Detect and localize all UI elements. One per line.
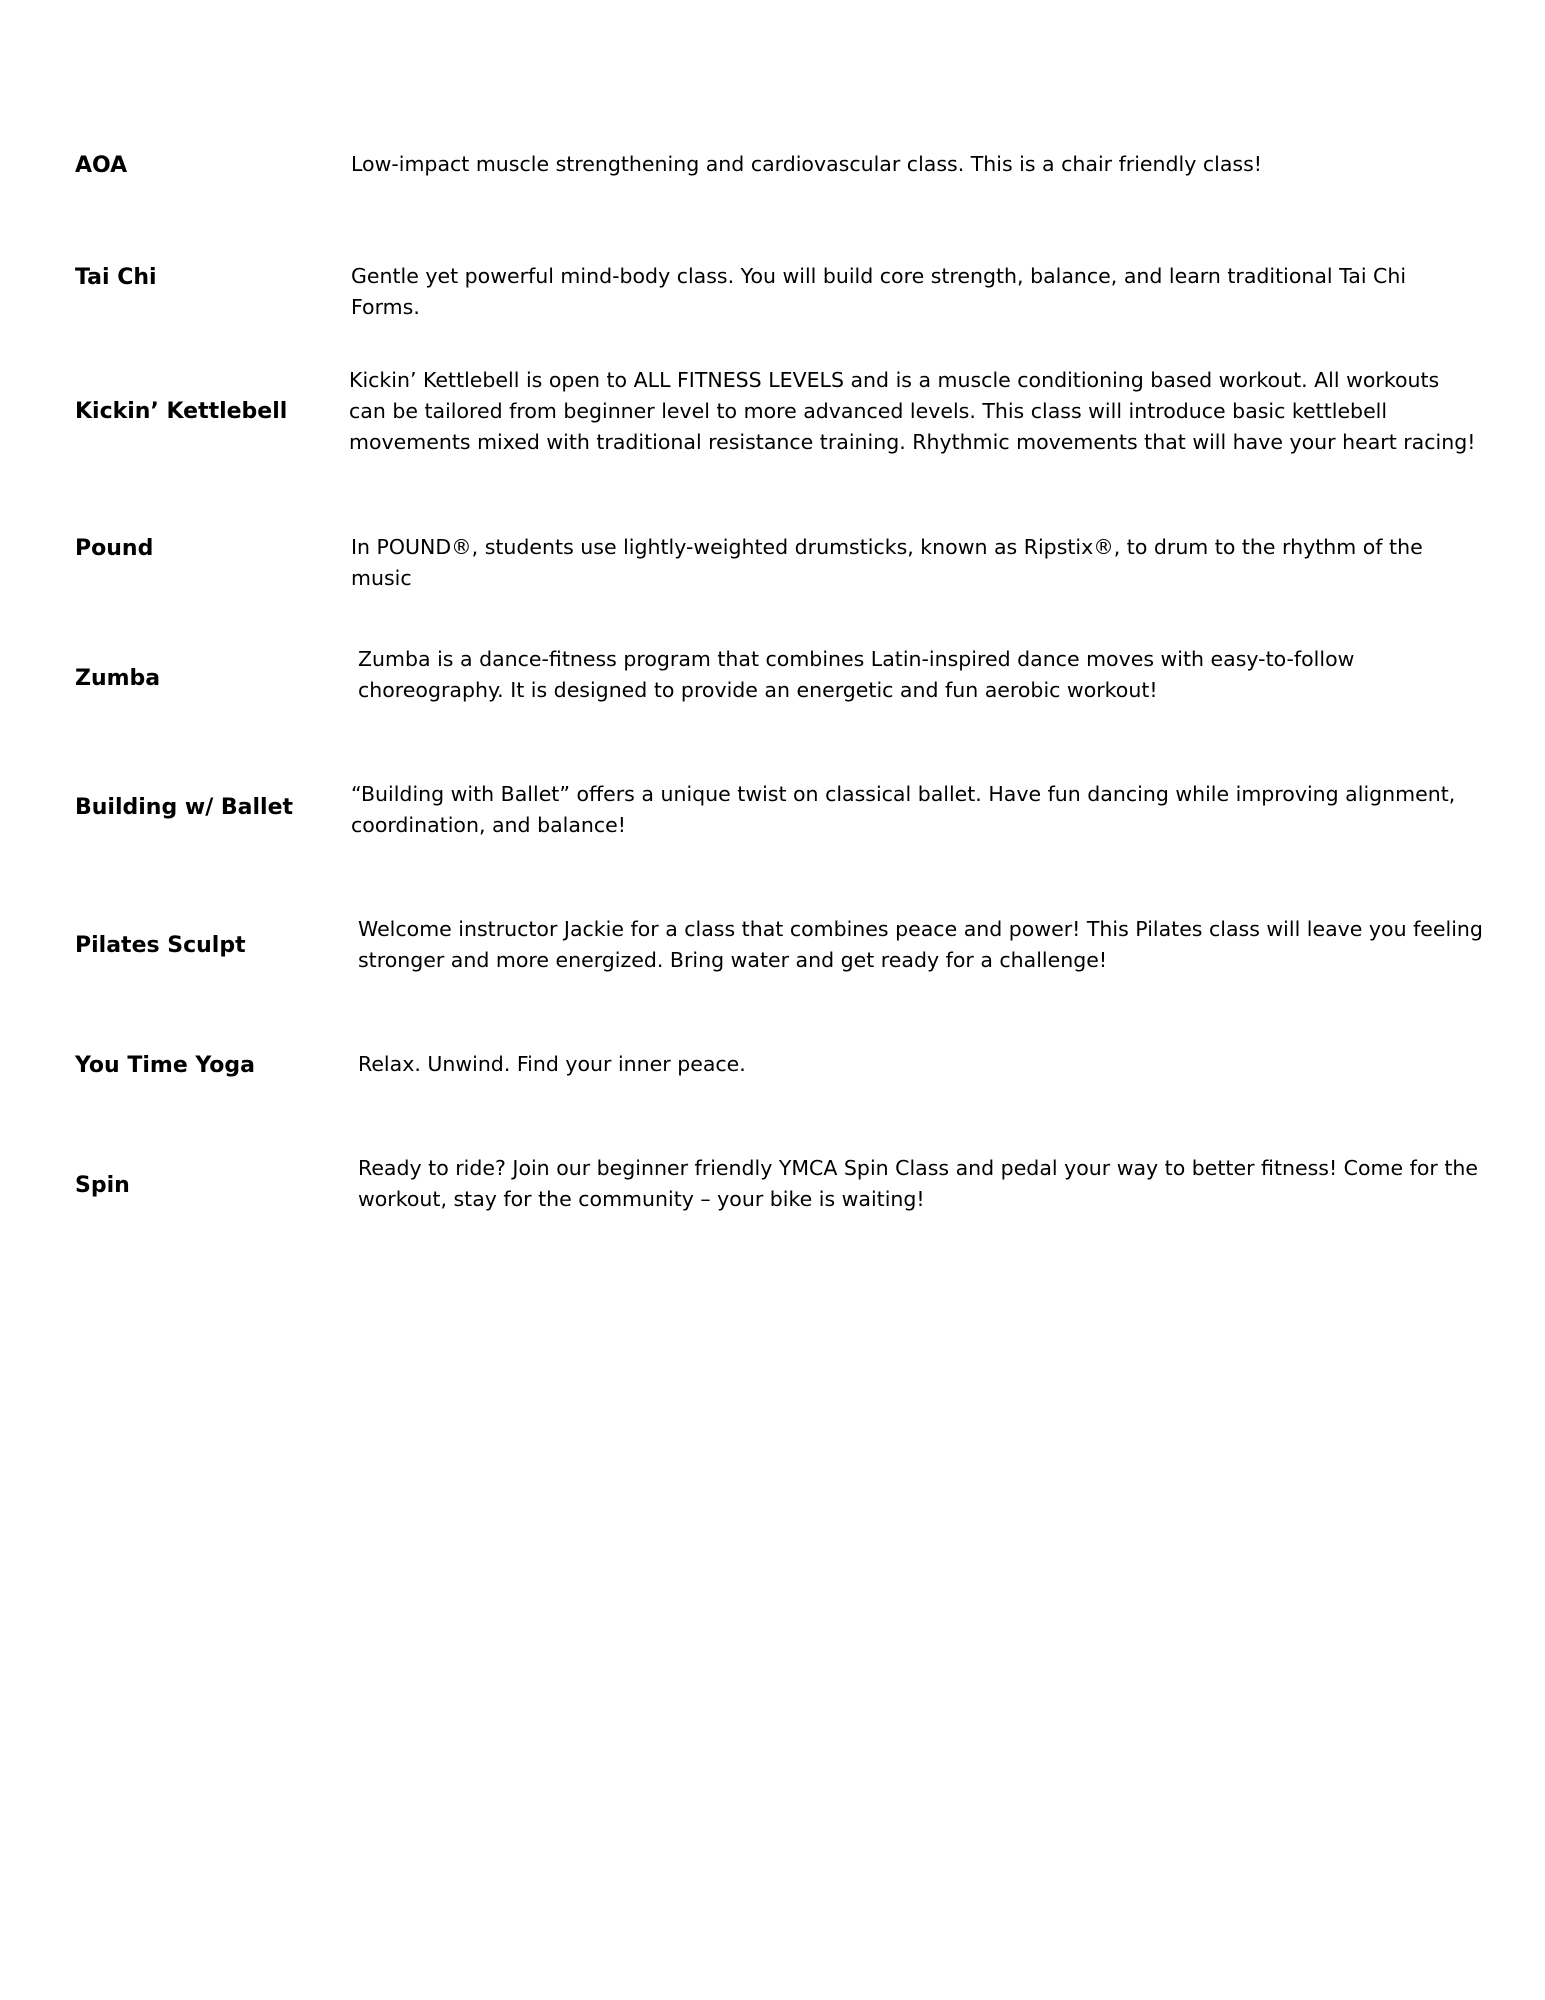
class-description: Kickin’ Kettlebell is open to ALL FITNESS LEVELS and is a muscle conditioning based workout. All workouts can be tailored from beginner level to more advanced levels. This class will introduce basic kettlebell movements mixed with traditional resistance training. Rhythmic movements that will have your heart racing! — [349, 368, 1476, 454]
class-name: Tai Chi — [75, 265, 157, 290]
class-name: Spin — [75, 1173, 130, 1198]
class-name: Pilates Sculpt — [75, 933, 246, 958]
class-name: You Time Yoga — [75, 1053, 256, 1078]
class-name: Kickin’ Kettlebell — [75, 399, 288, 424]
class-description: Relax. Unwind. Find your inner peace. — [358, 1052, 746, 1076]
class-description: Zumba is a dance-fitness program that combines Latin-inspired dance moves with easy-to-follow choreography. It is designed to provide an energetic and fun aerobic workout! — [358, 647, 1355, 702]
class-name: AOA — [75, 153, 128, 178]
class-name: Pound — [75, 536, 154, 561]
class-name: Building w/ Ballet — [75, 795, 294, 820]
class-description: Gentle yet powerful mind-body class. You will build core strength, balance, and learn traditional Tai Chi Forms. — [351, 264, 1407, 319]
class-description: In POUND®, students use lightly-weighted drumsticks, known as Ripstix®, to drum to the rhythm of the music — [351, 535, 1423, 590]
class-description: Ready to ride? Join our beginner friendly YMCA Spin Class and pedal your way to better fitness! Come for the workout, stay for the community – your bike is waiting! — [358, 1156, 1478, 1211]
class-name: Zumba — [75, 666, 161, 691]
class-description: “Building with Ballet” offers a unique twist on classical ballet. Have fun dancing while improving alignment, coordination, and balance! — [351, 782, 1456, 837]
class-description: Low-impact muscle strengthening and cardiovascular class. This is a chair friendly class! — [351, 152, 1262, 176]
class-description: Welcome instructor Jackie for a class that combines peace and power! This Pilates class will leave you feeling stronger and more energized. Bring water and get ready for a challenge! — [358, 917, 1483, 972]
